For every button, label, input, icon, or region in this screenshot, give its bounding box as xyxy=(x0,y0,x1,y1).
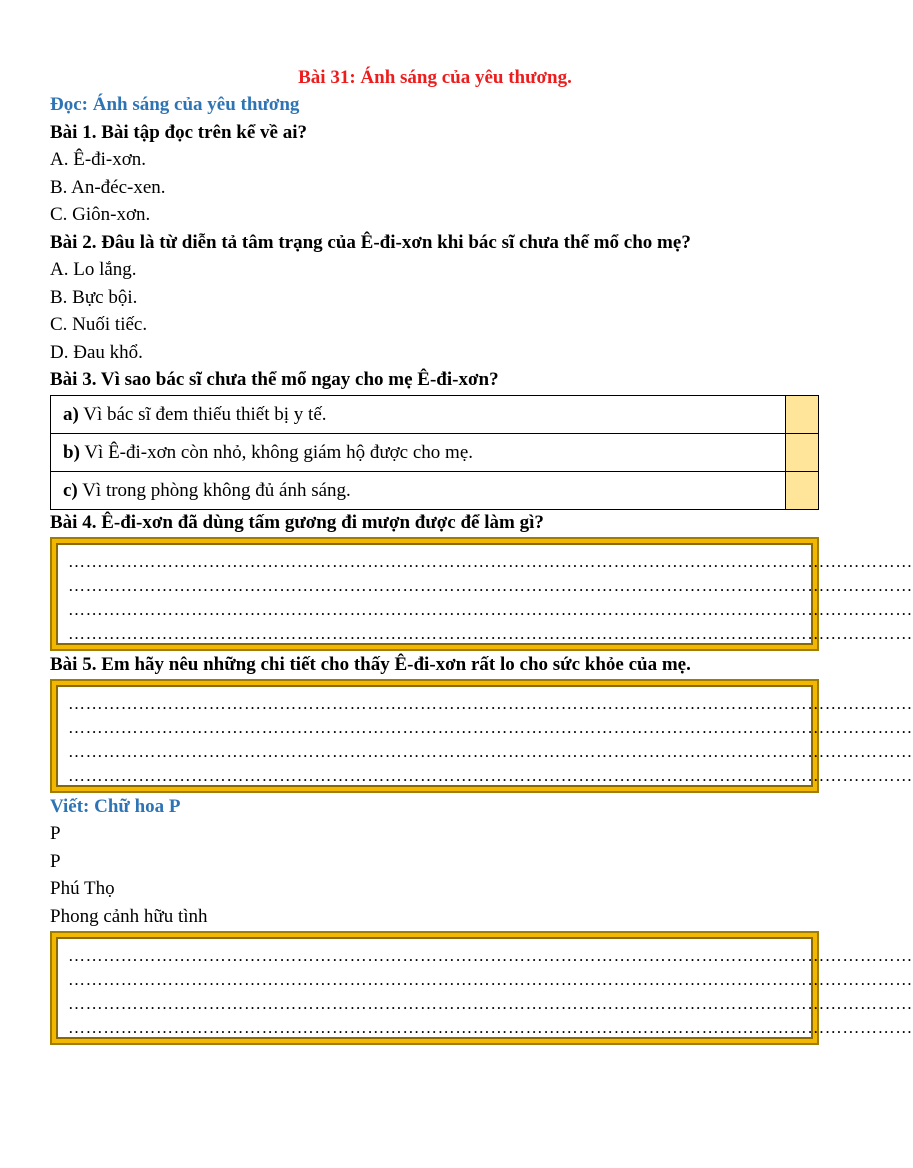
writing-line-4: Phong cảnh hữu tình xyxy=(50,906,208,927)
q1-option-a[interactable]: A. Ê-đi-xơn. xyxy=(50,149,147,170)
answer-line: ……………………………………………………………………………………………………………………………… xyxy=(68,718,913,737)
q2-option-b[interactable]: B. Bực bội. xyxy=(50,287,138,308)
q3-option-b: b) Vì Ê-đi-xơn còn nhỏ, không giám hộ được cho mẹ. xyxy=(51,434,786,472)
q3-option-c: c) Vì trong phòng không đủ ánh sáng. xyxy=(51,472,786,510)
q2-question: Bài 2. Đâu là từ diễn tả tâm trạng của Ê-đi-xơn khi bác sĩ chưa thể mổ cho mẹ? xyxy=(50,232,691,253)
answer-line: ……………………………………………………………………………………………………………………………… xyxy=(68,742,913,761)
q3-option-a: a) Vì bác sĩ đem thiếu thiết bị y tế. xyxy=(51,396,786,434)
lesson-title: Bài 31: Ánh sáng của yêu thương. xyxy=(298,67,572,88)
answer-line: ……………………………………………………………………………………………………………………………… xyxy=(68,624,913,643)
answer-line: ……………………………………………………………………………………………………………………………… xyxy=(68,552,913,571)
answer-line: ……………………………………………………………………………………………………………………………… xyxy=(68,970,913,989)
table-row xyxy=(51,472,819,510)
answer-line: ……………………………………………………………………………………………………………………………… xyxy=(68,694,913,713)
writing-heading: Viết: Chữ hoa P xyxy=(50,796,181,817)
answer-line: ……………………………………………………………………………………………………………………………… xyxy=(68,600,913,619)
q4-question: Bài 4. Ê-đi-xơn đã dùng tấm gương đi mượn được để làm gì? xyxy=(50,512,544,533)
q1-option-c[interactable]: C. Giôn-xơn. xyxy=(50,204,151,225)
writing-practice-box[interactable] xyxy=(50,931,913,1045)
writing-line-2: P xyxy=(50,851,61,872)
answer-line: ……………………………………………………………………………………………………………………………… xyxy=(68,576,913,595)
answer-line: ……………………………………………………………………………………………………………………………… xyxy=(68,766,913,785)
q3-question: Bài 3. Vì sao bác sĩ chưa thể mổ ngay cho mẹ Ê-đi-xơn? xyxy=(50,369,499,390)
q3-answer-box-c[interactable] xyxy=(786,472,819,510)
writing-line-3: Phú Thọ xyxy=(50,878,115,899)
q5-question: Bài 5. Em hãy nêu những chi tiết cho thấy Ê-đi-xơn rất lo cho sức khỏe của mẹ. xyxy=(50,654,691,675)
answer-line: ……………………………………………………………………………………………………………………………… xyxy=(68,1018,913,1037)
q5-answer-box[interactable] xyxy=(50,679,913,793)
answer-line: ……………………………………………………………………………………………………………………………… xyxy=(68,994,913,1013)
q1-option-b[interactable]: B. An-đéc-xen. xyxy=(50,177,166,198)
table-row xyxy=(51,434,819,472)
q2-option-d[interactable]: D. Đau khổ. xyxy=(50,342,143,363)
reading-heading: Đọc: Ánh sáng của yêu thương xyxy=(50,94,300,115)
writing-line-1: P xyxy=(50,823,61,844)
q3-answer-box-a[interactable] xyxy=(786,396,819,434)
answer-line: ……………………………………………………………………………………………………………………………… xyxy=(68,946,913,965)
q3-answer-box-b[interactable] xyxy=(786,434,819,472)
q1-question: Bài 1. Bài tập đọc trên kể về ai? xyxy=(50,122,308,143)
q2-option-a[interactable]: A. Lo lắng. xyxy=(50,259,137,280)
table-row xyxy=(51,396,819,434)
q4-answer-box[interactable] xyxy=(50,537,913,651)
q3-options-table xyxy=(50,395,819,510)
q2-option-c[interactable]: C. Nuối tiếc. xyxy=(50,314,148,335)
